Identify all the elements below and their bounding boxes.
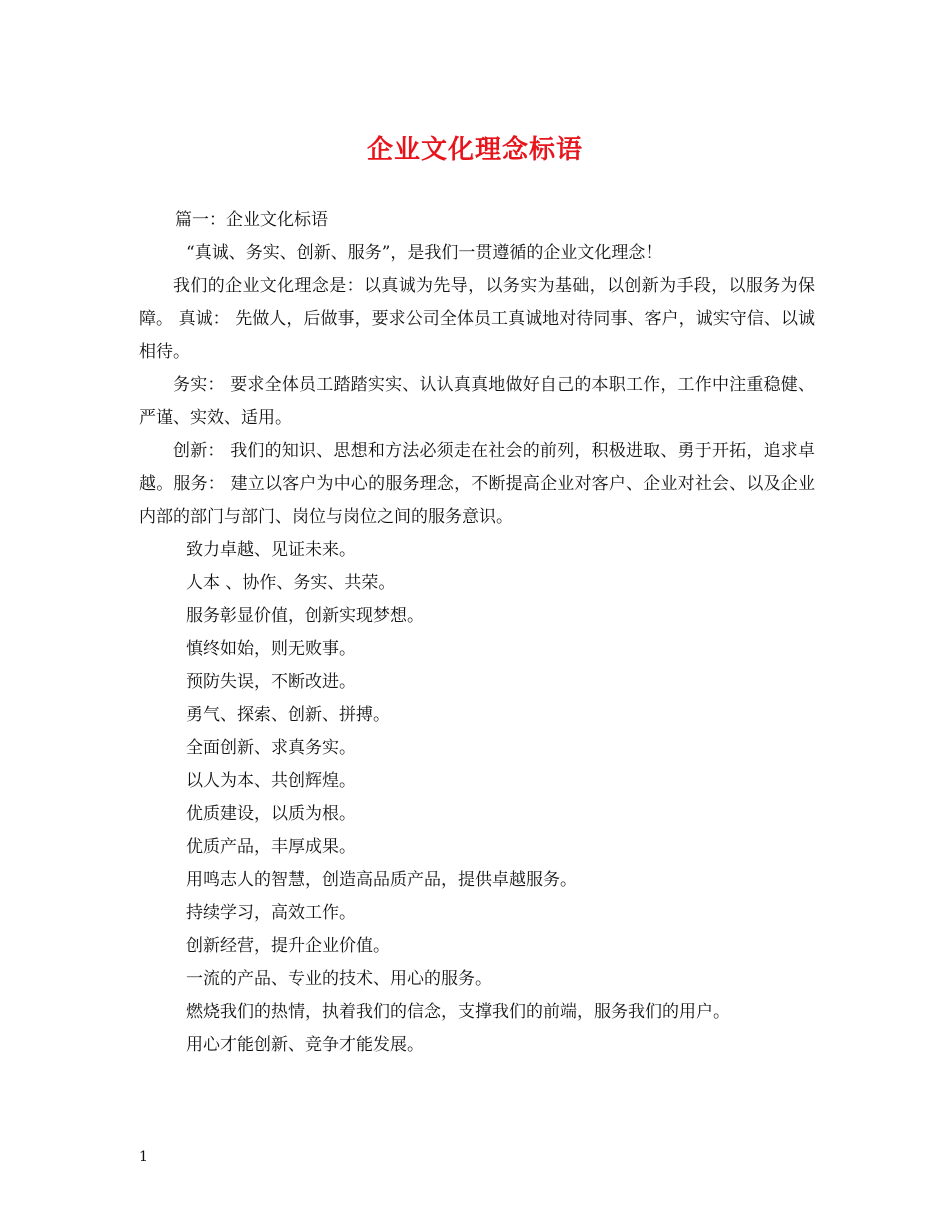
paragraph-innovation-service: 创新： 我们的知识、思想和方法必须走在社会的前列，积极进取、勇于开拓，追求卓越。服务： 建立以客户为中心的服务理念，不断提高企业对客户、企业对社会、以及企业内部的部门与部门、岗位与岗位之间的服务意识。 [139, 441, 815, 527]
slogan-line: 致力卓越、见证未来。 [186, 540, 356, 560]
slogan-line: 优质产品，丰厚成果。 [186, 837, 356, 857]
slogan-line: 服务彰显价值，创新实现梦想。 [186, 606, 424, 626]
page-title: 企业文化理念标语 [366, 135, 583, 165]
intro-line: “真诚、务实、创新、服务”，是我们一贯遵循的企业文化理念！ [186, 243, 663, 263]
document-body [139, 204, 815, 1062]
slogan-line: 全面创新、求真务实。 [186, 738, 356, 758]
paragraph-culture-concept: 我们的企业文化理念是：以真诚为先导，以务实为基础，以创新为手段，以服务为保障。 真诚： 先做人，后做事，要求公司全体员工真诚地对待同事、客户，诚实守信、以诚相待。 [139, 276, 815, 362]
slogan-line: 以人为本、共创辉煌。 [186, 771, 356, 791]
slogan-line: 慎终如始，则无败事。 [186, 639, 356, 659]
paragraph-pragmatism: 务实： 要求全体员工踏踏实实、认认真真地做好自己的本职工作，工作中注重稳健、严谨、实效、适用。 [139, 375, 815, 428]
slogan-line: 勇气、探索、创新、拼搏。 [186, 705, 390, 725]
slogan-line: 一流的产品、专业的技术、用心的服务。 [186, 969, 492, 989]
section-heading: 篇一：企业文化标语 [175, 210, 328, 230]
slogan-line: 预防失误，不断改进。 [186, 672, 356, 692]
slogan-line: 创新经营，提升企业价值。 [186, 936, 390, 956]
slogan-line: 用鸣志人的智慧，创造高品质产品，提供卓越服务。 [186, 870, 577, 890]
slogan-line: 用心才能创新、竞争才能发展。 [186, 1035, 424, 1055]
slogan-line: 优质建设，以质为根。 [186, 804, 356, 824]
slogan-line: 燃烧我们的热情，执着我们的信念，支撑我们的前端，服务我们的用户。 [186, 1002, 730, 1022]
page-number: 1 [139, 1149, 148, 1165]
slogan-line: 人本 、协作、务实、共荣。 [186, 573, 396, 593]
slogan-line: 持续学习，高效工作。 [186, 903, 356, 923]
